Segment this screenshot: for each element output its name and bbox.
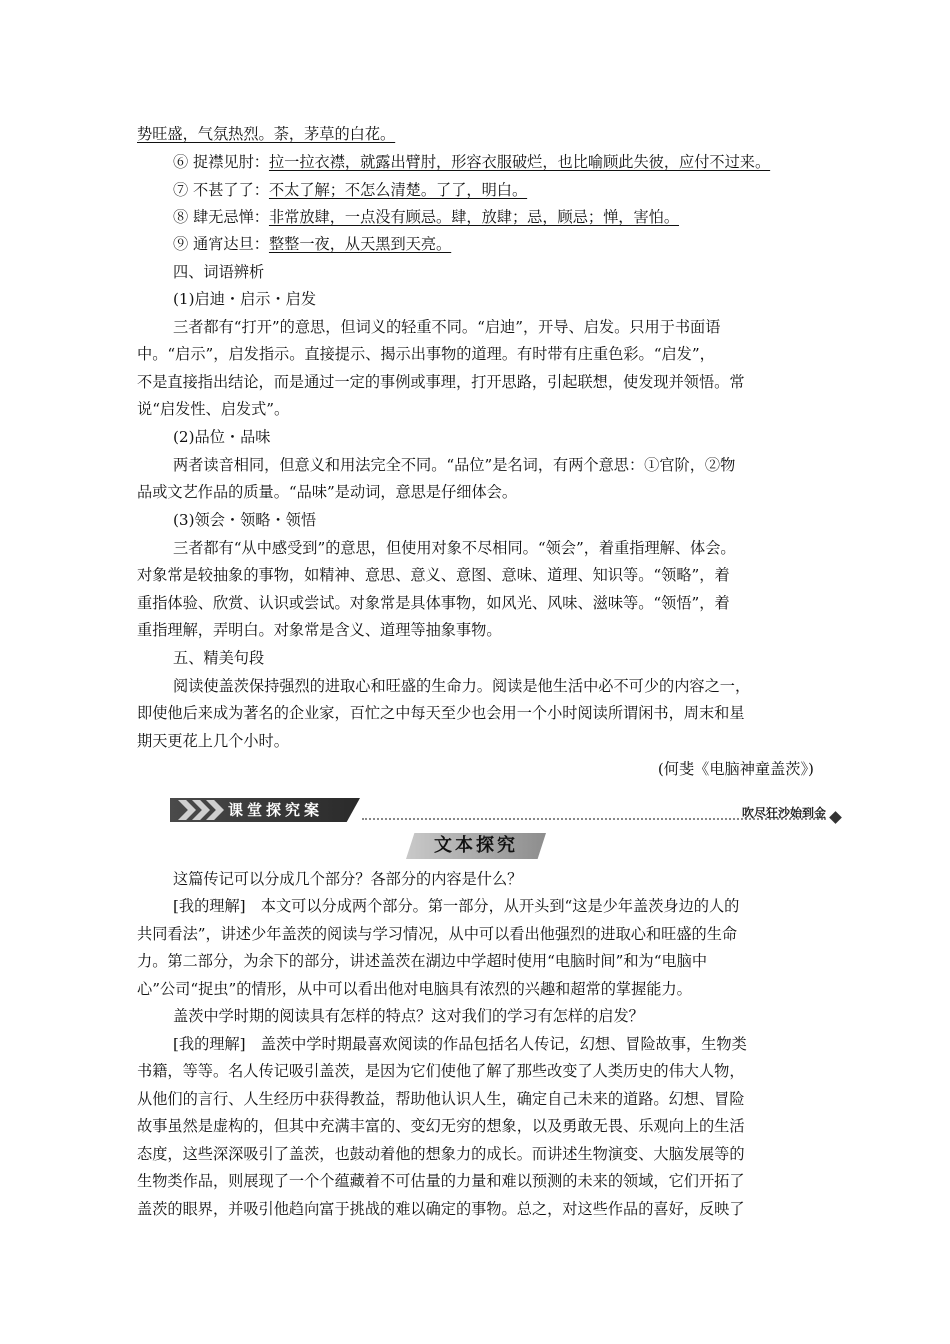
answer-line: 从他们的言行、人生经历中获得教益，帮助他认识人生，确定自己未来的道路。幻想、冒险 xyxy=(137,1090,745,1108)
section-heading: 四、词语辨析 xyxy=(173,263,265,281)
answer-line: 盖茨的眼界，并吸引他趋向富于挑战的难以确定的事物。总之，对这些作品的喜好，反映了 xyxy=(137,1200,745,1218)
paragraph-line: 三者都有“打开”的意思，但词义的轻重不同。“启迪”，开导、启发。只用于书面语 xyxy=(173,318,721,336)
answer-line: 心”公司“捉虫”的情形，从中可以看出他对电脑具有浓烈的兴趣和超常的掌握能力。 xyxy=(137,980,692,998)
paragraph-line: 品或文艺作品的质量。“品味”是动词，意思是仔细体会。 xyxy=(137,483,518,501)
idiom-definition: 不太了解；不怎么清楚。了了，明白。 xyxy=(268,181,528,199)
paragraph-line: 重指理解，弄明白。对象常是含义、道理等抽象事物。 xyxy=(137,621,502,639)
paragraph-line: 对象常是较抽象的事物，如精神、意思、意义、意图、意味、道理、知识等。“领略”，着 xyxy=(137,566,730,584)
idiom-label: ⑧ 肆无忌惮： xyxy=(173,208,269,226)
subsection-heading: (3)领会・领略・领悟 xyxy=(173,511,317,529)
paragraph-line: 中。“启示”，启发指示。直接提示、揭示出事物的道理。有时带有庄重色彩。“启发”， xyxy=(137,345,715,363)
paragraph-line: 阅读使盖茨保持强烈的进取心和旺盛的生命力。阅读是他生活中必不可少的内容之一， xyxy=(173,677,751,695)
text-line: 势旺盛，气氛热烈。荼，茅草的白花。 xyxy=(137,125,396,143)
answer-line: 共同看法”，讲述少年盖茨的阅读与学习情况，从中可以看出他强烈的进取心和旺盛的生命 xyxy=(137,925,738,943)
question: 这篇传记可以分成几个部分？各部分的内容是什么？ xyxy=(173,870,523,888)
idiom-entry xyxy=(173,234,451,254)
idiom-label: ⑥ 捉襟见肘： xyxy=(173,153,269,171)
subsection-heading: (2)品位・品味 xyxy=(173,428,271,446)
paragraph-line: 三者都有“从中感受到”的意思，但使用对象不尽相同。“领会”，着重指理解、体会。 xyxy=(173,539,736,557)
subsection-heading: (1)启迪・启示・启发 xyxy=(173,290,317,308)
paragraph-line: 重指体验、欣赏、认识或尝试。对象常是具体事物，如风光、风味、滋味等。“领悟”，着 xyxy=(137,594,730,612)
paragraph-line: 不是直接指出结论，而是通过一定的事例或事理，打开思路，引起联想，使发现并领悟。常 xyxy=(137,373,745,391)
section-heading: 五、精美句段 xyxy=(173,649,265,667)
citation: (何斐《电脑神童盖茨》) xyxy=(657,760,814,778)
answer-line: [我的理解] 盖茨中学时期最喜欢阅读的作品包括名人传记，幻想、冒险故事，生物类 xyxy=(173,1035,747,1053)
idiom-definition: 非常放肆，一点没有顾忌。肆，放肆；忌，顾忌；惮，害怕。 xyxy=(268,208,680,226)
answer-line: 生物类作品，则展现了一个个蕴藏着不可估量的力量和难以预测的未来的领域，它们开拓了 xyxy=(137,1172,745,1190)
section-tag xyxy=(406,833,546,861)
answer-line: 书籍，等等。名人传记吸引盖茨，是因为它们使他了解了那些改变了人类历史的伟大人物， xyxy=(137,1062,745,1080)
idiom-label: ⑨ 通宵达旦： xyxy=(173,235,269,253)
paragraph-line: 期天更花上几个小时。 xyxy=(137,732,289,750)
paragraph-line: 说“启发性、启发式”。 xyxy=(137,400,290,418)
idiom-label: ⑦ 不甚了了： xyxy=(173,181,269,199)
banner-slogan: 吹尽狂沙始到金 xyxy=(741,806,826,820)
section-banner xyxy=(170,796,840,826)
answer-line: 力。第二部分，为余下的部分，讲述盖茨在湖边中学超时使用“电脑时间”和为“电脑中 xyxy=(137,952,708,970)
idiom-entry xyxy=(173,152,770,172)
idiom-definition: 拉一拉衣襟，就露出臂肘，形容衣服破烂，也比喻顾此失彼，应付不过来。 xyxy=(268,153,771,171)
answer-line: 故事虽然是虚构的，但其中充满丰富的、变幻无穷的想象，以及勇敢无畏、乐观向上的生活 xyxy=(137,1117,745,1135)
answer-line: [我的理解] 本文可以分成两个部分。第一部分，从开头到“这是少年盖茨身边的人的 xyxy=(173,897,740,915)
idiom-entry xyxy=(173,207,679,227)
idiom-definition: 整整一夜，从天黑到天亮。 xyxy=(268,235,452,253)
banner-title: 课堂探究案 xyxy=(228,801,324,819)
answer-line: 态度，这些深深吸引了盖茨，也鼓动着他的想象力的成长。而讲述生物演变、大脑发展等的 xyxy=(137,1145,745,1163)
idiom-entry xyxy=(173,180,527,200)
paragraph-line: 即使他后来成为著名的企业家，百忙之中每天至少也会用一个小时阅读所谓闲书，周末和星 xyxy=(137,704,745,722)
tag-title: 文本探究 xyxy=(434,835,518,856)
paragraph-line: 两者读音相同，但意义和用法完全不同。“品位”是名词，有两个意思：①官阶，②物 xyxy=(173,456,736,474)
diamond-icon xyxy=(829,811,842,824)
question: 盖茨中学时期的阅读具有怎样的特点？这对我们的学习有怎样的启发？ xyxy=(173,1007,644,1025)
